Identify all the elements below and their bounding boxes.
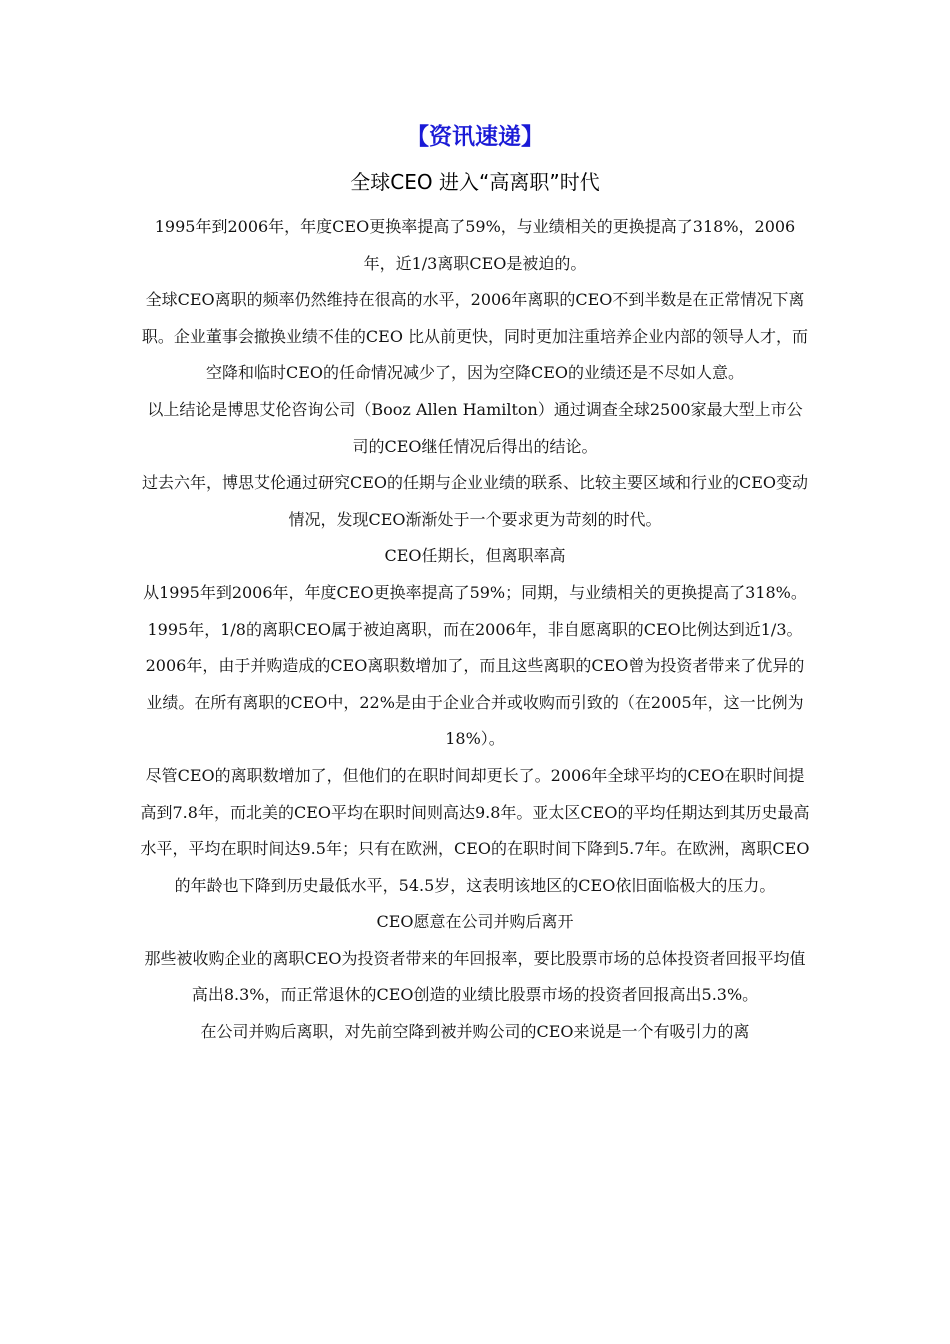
- paragraph: 过去六年，博思艾伦通过研究CEO的任期与企业业绩的联系、比较主要区域和行业的CEO变动情况，发现CEO渐渐处于一个要求更为苛刻的时代。: [141, 473, 809, 529]
- paragraph: 从1995年到2006年，年度CEO更换率提高了59%；同期，与业绩相关的更换提高了318%。1995年，1/8的离职CEO属于被迫离职，而在2006年，非自愿离职的CEO比例达到近1/3。: [143, 582, 807, 639]
- article-title: 全球CEO 进入“高离职”时代: [350, 170, 600, 194]
- paragraph: 全球CEO离职的频率仍然维持在很高的水平，2006年离职的CEO不到半数是在正常情况下离职。企业董事会撤换业绩不佳的CEO 比从前更快，同时更加注重培养企业内部的领导人才，而空降和临时CEO的任命情况减少了，因为空降CEO的业绩还是不尽如人意。: [141, 290, 809, 383]
- section-tag: 【资讯速递】: [406, 124, 544, 150]
- paragraph: 尽管CEO的离职数增加了，但他们的在职时间却更长了。2006年全球平均的CEO在职时间提高到7.8年，而北美的CEO平均在职时间则高达9.8年。亚太区CEO的平均任期达到其历史最高水平，平均在职时间达9.5年；只有在欧洲，CEO的在职时间下降到5.7年。在欧洲，离职CEO的年龄也下降到历史最低水平，54.5岁，这表明该地区的CEO依旧面临极大的压力。: [140, 765, 810, 895]
- subheading: CEO愿意在公司并购后离开: [376, 912, 574, 932]
- article-body: [140, 209, 810, 1051]
- paragraph: 1995年到2006年，年度CEO更换率提高了59%，与业绩相关的更换提高了318%，2006年，近1/3离职CEO是被迫的。: [154, 217, 796, 273]
- paragraph: 在公司并购后离职，对先前空降到被并购公司的CEO来说是一个有吸引力的离: [200, 1022, 750, 1042]
- paragraph: 那些被收购企业的离职CEO为投资者带来的年回报率，要比股票市场的总体投资者回报平均值高出8.3%，而正常退休的CEO创造的业绩比股票市场的投资者回报高出5.3%。: [144, 948, 806, 1005]
- subheading: CEO任期长，但离职率高: [384, 546, 566, 566]
- paragraph: 以上结论是博思艾伦咨询公司（Booz Allen Hamilton）通过调查全球2500家最大型上市公司的CEO继任情况后得出的结论。: [147, 399, 803, 456]
- paragraph: 2006年，由于并购造成的CEO离职数增加了，而且这些离职的CEO曾为投资者带来了优异的业绩。在所有离职的CEO中，22%是由于企业合并或收购而引致的（在2005年，这一比例为18%）。: [145, 656, 805, 749]
